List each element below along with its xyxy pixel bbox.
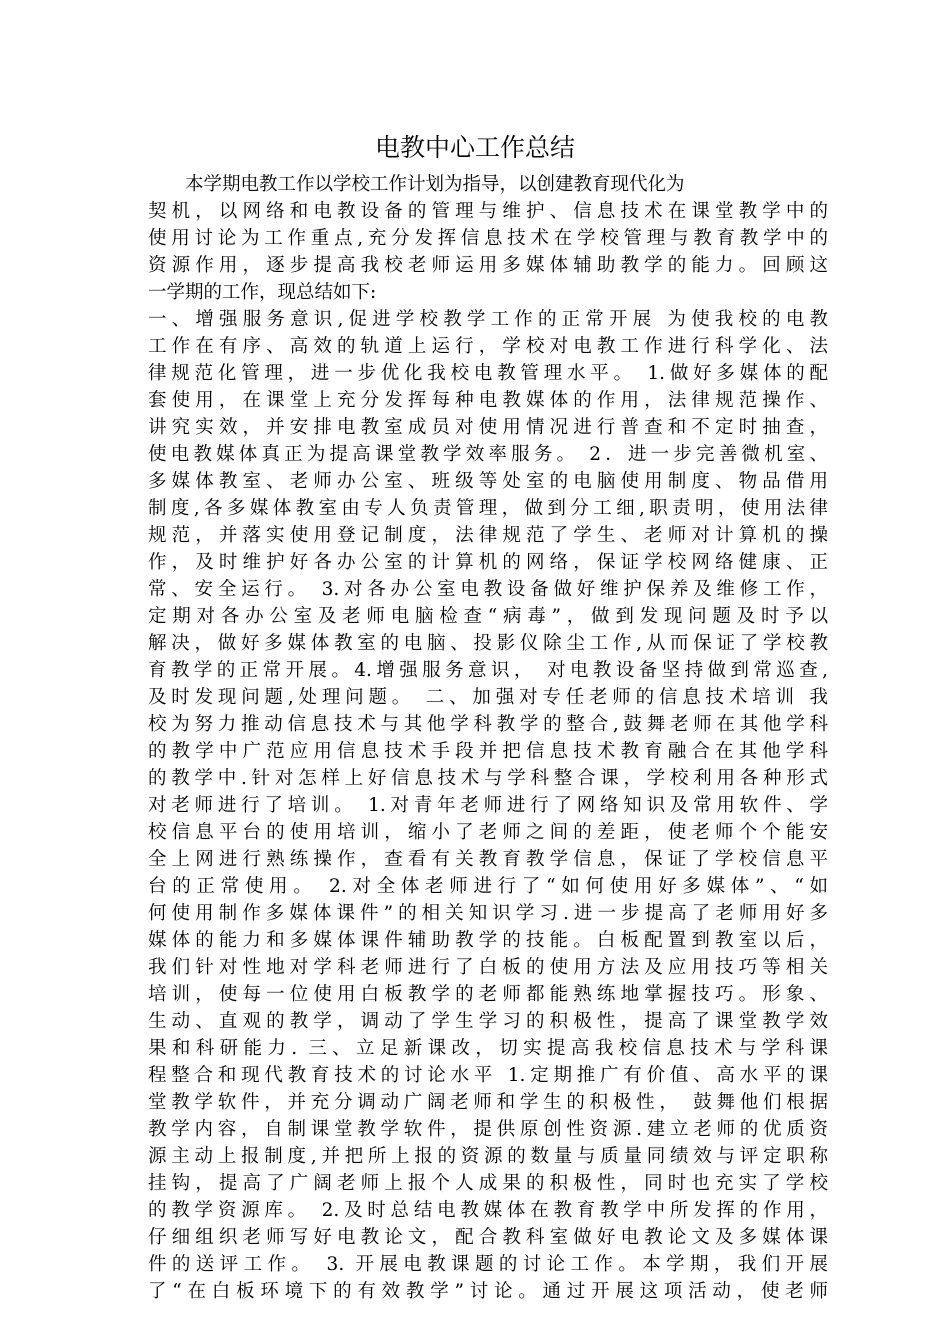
body-line: 了“在白板环境下的有效教学”讨论。通过开展这项活动，使老师	[148, 1281, 828, 1302]
body-line: 台的正常使用。 2.对全体老师进行了“如何使用好多媒体”、“如	[148, 876, 828, 897]
body-line: 果和科研能力. 三、立足新课改，切实提高我校信息技术与学科课	[148, 1038, 828, 1059]
body-line: 挂钩，提高了广阔老师上报个人成果的积极性，同时也充实了学校	[148, 1173, 828, 1194]
body-line: 育教学的正常开展。4.增强服务意识， 对电教设备坚持做到常巡查,	[148, 660, 828, 681]
body-line: 契机，以网络和电教设备的管理与维护、信息技术在课堂教学中的	[148, 201, 828, 222]
body-line: 我们针对性地对学科老师进行了白板的使用方法及应用技巧等相关	[148, 957, 828, 978]
body-line: 作，及时维护好各办公室的计算机的网络，保证学校网络健康、正	[148, 552, 828, 573]
body-line: 媒体的能力和多媒体课件辅助教学的技能。白板配置到教室以后，	[148, 930, 828, 951]
body-line: 的教学资源库。 2.及时总结电教媒体在教育教学中所发挥的作用，	[148, 1200, 828, 1221]
body-line: 教学内容，自制课堂教学软件，提供原创性资源.建立老师的优质资	[148, 1119, 828, 1140]
body-line: 定期对各办公室及老师电脑检查“病毒”，做到发现问题及时予以	[148, 606, 828, 627]
body-line: 的教学中广范应用信息技术手段并把信息技术教育融合在其他学科	[148, 741, 828, 762]
body-line: 程整合和现代教育技术的讨论水平 1.定期推广有价值、高水平的课	[148, 1065, 828, 1086]
body-line: 一学期的工作，现总结如下:	[148, 282, 377, 303]
body-line: 多媒体教室、老师办公室、班级等处室的电脑使用制度、物品借用	[148, 471, 828, 492]
body-line: 生动、直观的教学，调动了学生学习的积极性，提高了课堂教学效	[148, 1011, 828, 1032]
body-line: 堂教学软件，并充分调动广阔老师和学生的积极性， 鼓舞他们根据	[148, 1092, 828, 1113]
body-line: 资源作用，逐步提高我校老师运用多媒体辅助教学的能力。回顾这	[148, 255, 828, 276]
body-line: 解决，做好多媒体教室的电脑、投影仪除尘工作,从而保证了学校教	[148, 633, 828, 654]
document-body	[148, 171, 828, 1305]
body-line: 全上网进行熟练操作，查看有关教育教学信息，保证了学校信息平	[148, 849, 828, 870]
body-line: 何使用制作多媒体课件”的相关知识学习.进一步提高了老师用好多	[148, 903, 828, 924]
body-line: 及时发现问题,处理问题。 二、加强对专任老师的信息技术培训 我	[148, 687, 828, 708]
body-line: 培训，使每一位使用白板教学的老师都能熟练地掌握技巧。形象、	[148, 984, 828, 1005]
body-line: 校信息平台的使用培训，缩小了老师之间的差距，使老师个个能安	[148, 822, 828, 843]
body-line: 仔细组织老师写好电教论文，配合教科室做好电教论文及多媒体课	[148, 1227, 828, 1248]
body-line: 一、增强服务意识,促进学校教学工作的正常开展 为使我校的电教	[148, 309, 828, 330]
body-line: 制度,各多媒体教室由专人负责管理，做到分工细,职责明，使用法律	[148, 498, 828, 519]
body-line: 源主动上报制度,并把所上报的资源的数量与质量同绩效与评定职称	[148, 1146, 828, 1167]
body-line: 讲究实效，并安排电教室成员对使用情况进行普查和不定时抽查，	[148, 417, 828, 438]
body-line: 工作在有序、高效的轨道上运行，学校对电教工作进行科学化、法	[148, 336, 828, 357]
body-line: 对老师进行了培训。 1.对青年老师进行了网络知识及常用软件、学	[148, 795, 828, 816]
body-line: 常、安全运行。 3.对各办公室电教设备做好维护保养及维修工作，	[148, 579, 828, 600]
body-line: 套使用，在课堂上充分发挥每种电教媒体的作用，法律规范操作、	[148, 390, 828, 411]
body-line: 使用讨论为工作重点,充分发挥信息技术在学校管理与教育教学中的	[148, 228, 828, 249]
body-line: 本学期电教工作以学校工作计划为指导，以创建教育现代化为	[185, 174, 685, 195]
body-line: 使电教媒体真正为提高课堂教学效率服务。 2．进一步完善微机室、	[148, 444, 828, 465]
body-line: 律规范化管理，进一步优化我校电教管理水平。 1.做好多媒体的配	[148, 363, 828, 384]
document-title: 电教中心工作总结	[374, 133, 575, 162]
body-line: 件的送评工作。 3. 开展电教课题的讨论工作。本学期，我们开展	[148, 1254, 828, 1275]
body-line: 校为努力推动信息技术与其他学科教学的整合,鼓舞老师在其他学科	[148, 714, 828, 735]
body-line: 的教学中.针对怎样上好信息技术与学科整合课，学校利用各种形式	[148, 768, 828, 789]
body-line: 规范，并落实使用登记制度，法律规范了学生、老师对计算机的操	[148, 525, 828, 546]
